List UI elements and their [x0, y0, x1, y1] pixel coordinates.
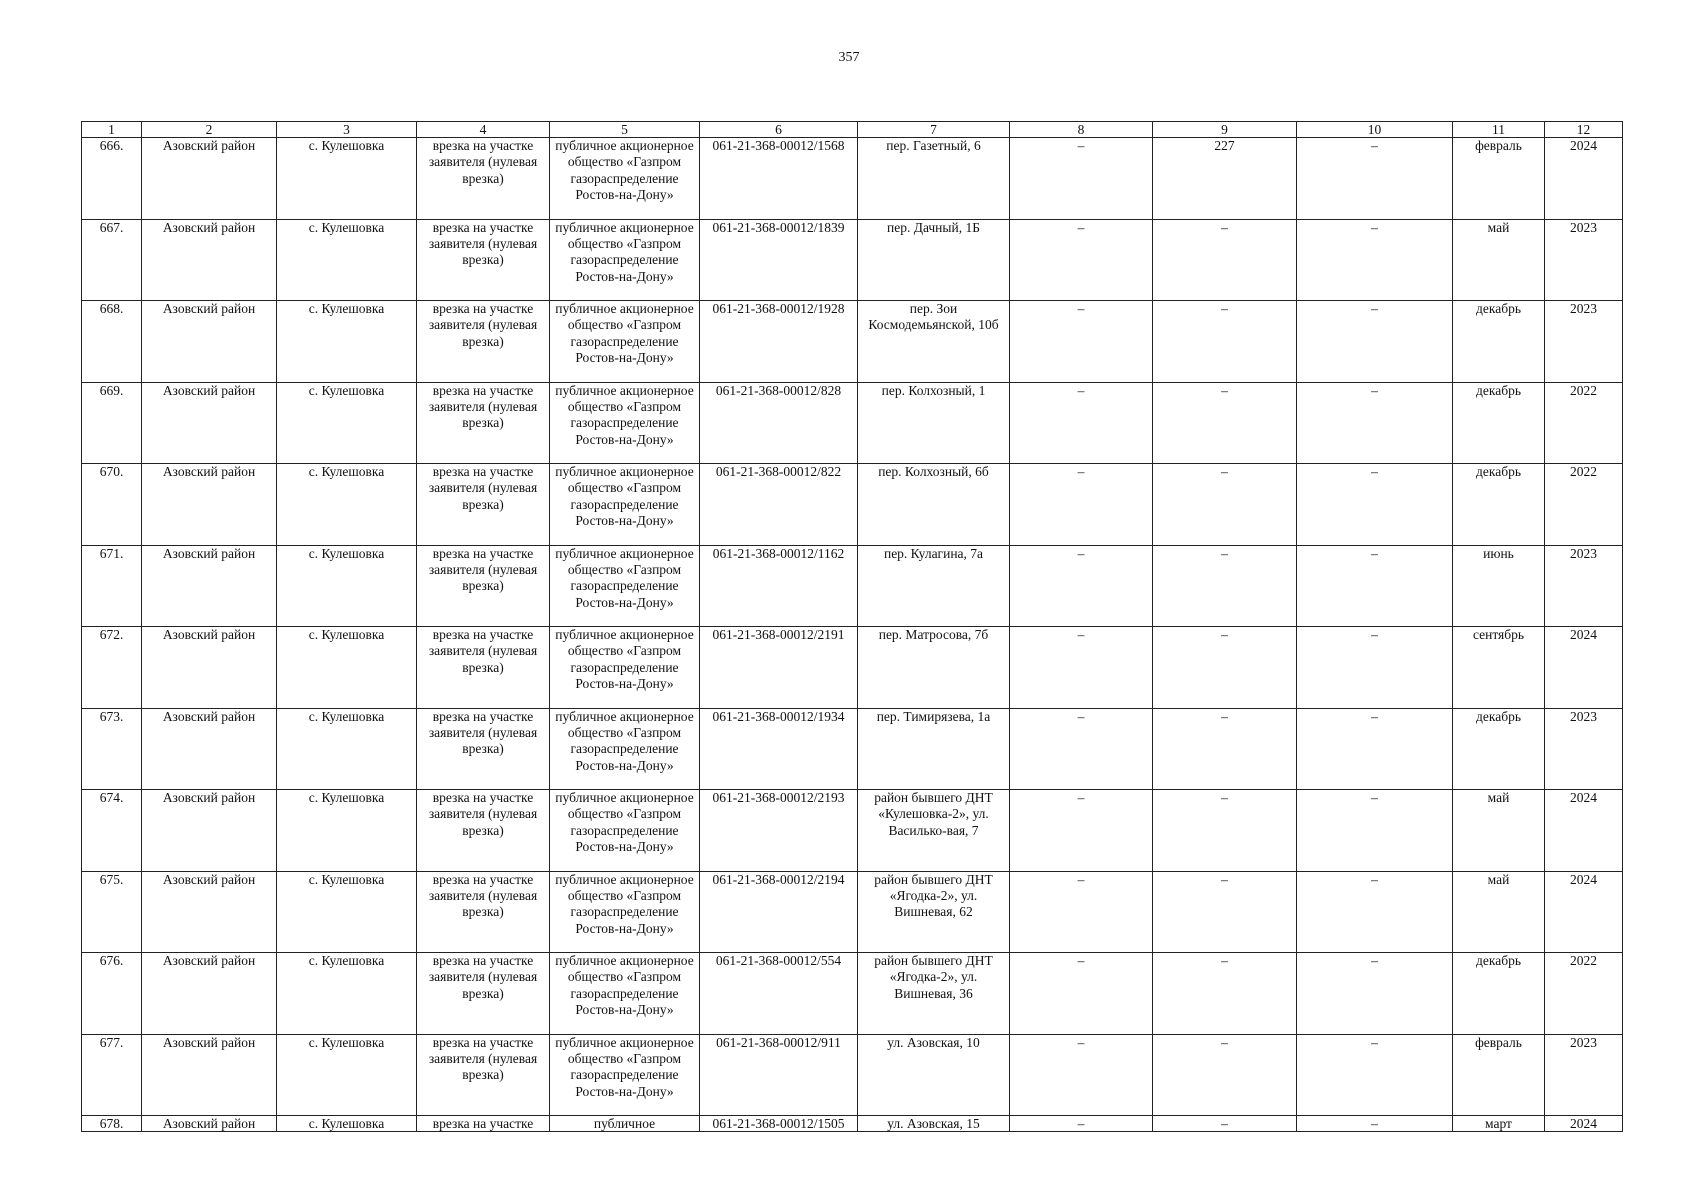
district-cell: Азовский район [142, 464, 277, 546]
column-8-cell: – [1010, 953, 1153, 1035]
registration-code-cell: 061-21-368-00012/1928 [700, 301, 858, 383]
registration-code-cell: 061-21-368-00012/1934 [700, 708, 858, 790]
address-cell: район бывшего ДНТ «Ягодка-2», ул. Вишневая, 62 [858, 871, 1010, 953]
settlement-cell: с. Кулешовка [277, 545, 417, 627]
settlement-cell: с. Кулешовка [277, 790, 417, 872]
organization-cell: публичное [550, 1116, 700, 1132]
work-type-cell: врезка на участке заявителя (нулевая врезка) [417, 301, 550, 383]
table-row [82, 382, 1623, 464]
year-cell: 2023 [1545, 301, 1623, 383]
row-number-cell: 668. [82, 301, 142, 383]
column-10-cell: – [1297, 1034, 1453, 1116]
column-9-cell: – [1153, 1034, 1297, 1116]
column-10-cell: – [1297, 708, 1453, 790]
table-row [82, 301, 1623, 383]
address-cell: пер. Колхозный, 6б [858, 464, 1010, 546]
settlement-cell: с. Кулешовка [277, 627, 417, 709]
year-cell: 2024 [1545, 871, 1623, 953]
registration-code-cell: 061-21-368-00012/2193 [700, 790, 858, 872]
year-cell: 2022 [1545, 464, 1623, 546]
organization-cell: публичное акционерное общество «Газпром газораспределение Ростов-на-Дону» [550, 790, 700, 872]
address-cell: пер. Кулагина, 7а [858, 545, 1010, 627]
column-header: 6 [700, 122, 858, 138]
column-8-cell: – [1010, 708, 1153, 790]
district-cell: Азовский район [142, 871, 277, 953]
address-cell: пер. Тимирязева, 1а [858, 708, 1010, 790]
work-type-cell: врезка на участке заявителя (нулевая врезка) [417, 382, 550, 464]
table-row [82, 871, 1623, 953]
work-type-cell: врезка на участке заявителя (нулевая врезка) [417, 953, 550, 1035]
district-cell: Азовский район [142, 953, 277, 1035]
month-cell: июнь [1453, 545, 1545, 627]
year-cell: 2023 [1545, 545, 1623, 627]
settlement-cell: с. Кулешовка [277, 708, 417, 790]
column-9-cell: – [1153, 953, 1297, 1035]
year-cell: 2022 [1545, 953, 1623, 1035]
month-cell: март [1453, 1116, 1545, 1132]
column-10-cell: – [1297, 953, 1453, 1035]
registration-code-cell: 061-21-368-00012/911 [700, 1034, 858, 1116]
month-cell: сентябрь [1453, 627, 1545, 709]
district-cell: Азовский район [142, 1116, 277, 1132]
work-type-cell: врезка на участке заявителя (нулевая врезка) [417, 790, 550, 872]
column-header: 1 [82, 122, 142, 138]
row-number-cell: 670. [82, 464, 142, 546]
registration-code-cell: 061-21-368-00012/1839 [700, 219, 858, 301]
organization-cell: публичное акционерное общество «Газпром газораспределение Ростов-на-Дону» [550, 464, 700, 546]
column-9-cell: – [1153, 708, 1297, 790]
year-cell: 2023 [1545, 708, 1623, 790]
registration-code-cell: 061-21-368-00012/2194 [700, 871, 858, 953]
header-row [82, 122, 1623, 138]
month-cell: май [1453, 871, 1545, 953]
organization-cell: публичное акционерное общество «Газпром газораспределение Ростов-на-Дону» [550, 138, 700, 220]
registration-code-cell: 061-21-368-00012/1505 [700, 1116, 858, 1132]
column-9-cell: – [1153, 382, 1297, 464]
address-cell: пер. Газетный, 6 [858, 138, 1010, 220]
organization-cell: публичное акционерное общество «Газпром газораспределение Ростов-на-Дону» [550, 545, 700, 627]
year-cell: 2024 [1545, 627, 1623, 709]
organization-cell: публичное акционерное общество «Газпром газораспределение Ростов-на-Дону» [550, 301, 700, 383]
table-row [82, 953, 1623, 1035]
month-cell: май [1453, 790, 1545, 872]
column-8-cell: – [1010, 138, 1153, 220]
table-row [82, 545, 1623, 627]
month-cell: февраль [1453, 138, 1545, 220]
column-10-cell: – [1297, 464, 1453, 546]
address-cell: пер. Колхозный, 1 [858, 382, 1010, 464]
settlement-cell: с. Кулешовка [277, 953, 417, 1035]
column-10-cell: – [1297, 382, 1453, 464]
row-number-cell: 675. [82, 871, 142, 953]
column-9-cell: – [1153, 1116, 1297, 1132]
year-cell: 2024 [1545, 1116, 1623, 1132]
registration-code-cell: 061-21-368-00012/1568 [700, 138, 858, 220]
column-8-cell: – [1010, 301, 1153, 383]
table-row [82, 790, 1623, 872]
table-row [82, 219, 1623, 301]
settlement-cell: с. Кулешовка [277, 871, 417, 953]
table-row [82, 1034, 1623, 1116]
column-10-cell: – [1297, 871, 1453, 953]
work-type-cell: врезка на участке заявителя (нулевая врезка) [417, 138, 550, 220]
column-header: 3 [277, 122, 417, 138]
table-row [82, 464, 1623, 546]
month-cell: декабрь [1453, 708, 1545, 790]
column-8-cell: – [1010, 1034, 1153, 1116]
column-10-cell: – [1297, 301, 1453, 383]
organization-cell: публичное акционерное общество «Газпром газораспределение Ростов-на-Дону» [550, 627, 700, 709]
column-8-cell: – [1010, 464, 1153, 546]
column-header: 7 [858, 122, 1010, 138]
settlement-cell: с. Кулешовка [277, 138, 417, 220]
row-number-cell: 669. [82, 382, 142, 464]
column-10-cell: – [1297, 627, 1453, 709]
column-8-cell: – [1010, 790, 1153, 872]
table-row [82, 1116, 1623, 1132]
column-9-cell: – [1153, 301, 1297, 383]
column-10-cell: – [1297, 219, 1453, 301]
table-row [82, 138, 1623, 220]
address-cell: ул. Азовская, 15 [858, 1116, 1010, 1132]
district-cell: Азовский район [142, 1034, 277, 1116]
column-header: 11 [1453, 122, 1545, 138]
address-cell: ул. Азовская, 10 [858, 1034, 1010, 1116]
column-9-cell: – [1153, 219, 1297, 301]
column-10-cell: – [1297, 138, 1453, 220]
row-number-cell: 673. [82, 708, 142, 790]
settlement-cell: с. Кулешовка [277, 464, 417, 546]
year-cell: 2023 [1545, 219, 1623, 301]
column-9-cell: 227 [1153, 138, 1297, 220]
column-10-cell: – [1297, 545, 1453, 627]
settlement-cell: с. Кулешовка [277, 382, 417, 464]
registration-code-cell: 061-21-368-00012/1162 [700, 545, 858, 627]
work-type-cell: врезка на участке заявителя (нулевая врезка) [417, 219, 550, 301]
work-type-cell: врезка на участке заявителя (нулевая врезка) [417, 464, 550, 546]
row-number-cell: 672. [82, 627, 142, 709]
district-cell: Азовский район [142, 545, 277, 627]
month-cell: май [1453, 219, 1545, 301]
organization-cell: публичное акционерное общество «Газпром газораспределение Ростов-на-Дону» [550, 382, 700, 464]
organization-cell: публичное акционерное общество «Газпром газораспределение Ростов-на-Дону» [550, 1034, 700, 1116]
district-cell: Азовский район [142, 301, 277, 383]
work-type-cell: врезка на участке заявителя (нулевая врезка) [417, 708, 550, 790]
work-type-cell: врезка на участке заявителя (нулевая врезка) [417, 871, 550, 953]
district-cell: Азовский район [142, 627, 277, 709]
organization-cell: публичное акционерное общество «Газпром газораспределение Ростов-на-Дону» [550, 219, 700, 301]
registration-code-cell: 061-21-368-00012/554 [700, 953, 858, 1035]
row-number-cell: 667. [82, 219, 142, 301]
settlement-cell: с. Кулешовка [277, 219, 417, 301]
column-header: 5 [550, 122, 700, 138]
column-8-cell: – [1010, 382, 1153, 464]
month-cell: декабрь [1453, 953, 1545, 1035]
page-number: 357 [838, 50, 860, 65]
district-cell: Азовский район [142, 790, 277, 872]
year-cell: 2024 [1545, 790, 1623, 872]
work-type-cell: врезка на участке заявителя (нулевая врезка) [417, 1034, 550, 1116]
year-cell: 2023 [1545, 1034, 1623, 1116]
row-number-cell: 676. [82, 953, 142, 1035]
organization-cell: публичное акционерное общество «Газпром газораспределение Ростов-на-Дону» [550, 953, 700, 1035]
organization-cell: публичное акционерное общество «Газпром газораспределение Ростов-на-Дону» [550, 708, 700, 790]
column-10-cell: – [1297, 790, 1453, 872]
column-10-cell: – [1297, 1116, 1453, 1132]
address-cell: район бывшего ДНТ «Кулешовка-2», ул. Василько-вая, 7 [858, 790, 1010, 872]
column-8-cell: – [1010, 1116, 1153, 1132]
organization-cell: публичное акционерное общество «Газпром газораспределение Ростов-на-Дону» [550, 871, 700, 953]
column-header: 2 [142, 122, 277, 138]
address-cell: пер. Дачный, 1Б [858, 219, 1010, 301]
column-9-cell: – [1153, 464, 1297, 546]
work-type-cell: врезка на участке заявителя (нулевая врезка) [417, 627, 550, 709]
column-8-cell: – [1010, 545, 1153, 627]
column-9-cell: – [1153, 790, 1297, 872]
column-8-cell: – [1010, 627, 1153, 709]
month-cell: февраль [1453, 1034, 1545, 1116]
column-9-cell: – [1153, 545, 1297, 627]
column-header: 12 [1545, 122, 1623, 138]
year-cell: 2024 [1545, 138, 1623, 220]
row-number-cell: 671. [82, 545, 142, 627]
district-cell: Азовский район [142, 138, 277, 220]
table-row [82, 708, 1623, 790]
data-table [81, 121, 1623, 1132]
address-cell: пер. Зои Космодемьянской, 10б [858, 301, 1010, 383]
row-number-cell: 666. [82, 138, 142, 220]
settlement-cell: с. Кулешовка [277, 301, 417, 383]
row-number-cell: 678. [82, 1116, 142, 1132]
registration-code-cell: 061-21-368-00012/828 [700, 382, 858, 464]
row-number-cell: 677. [82, 1034, 142, 1116]
month-cell: декабрь [1453, 382, 1545, 464]
work-type-cell: врезка на участке заявителя (нулевая врезка) [417, 545, 550, 627]
column-header: 9 [1153, 122, 1297, 138]
column-8-cell: – [1010, 871, 1153, 953]
column-8-cell: – [1010, 219, 1153, 301]
registration-code-cell: 061-21-368-00012/822 [700, 464, 858, 546]
address-cell: район бывшего ДНТ «Ягодка-2», ул. Вишневая, 36 [858, 953, 1010, 1035]
column-9-cell: – [1153, 871, 1297, 953]
column-header: 4 [417, 122, 550, 138]
address-cell: пер. Матросова, 7б [858, 627, 1010, 709]
district-cell: Азовский район [142, 708, 277, 790]
settlement-cell: с. Кулешовка [277, 1116, 417, 1132]
district-cell: Азовский район [142, 219, 277, 301]
row-number-cell: 674. [82, 790, 142, 872]
table-row [82, 627, 1623, 709]
column-9-cell: – [1153, 627, 1297, 709]
district-cell: Азовский район [142, 382, 277, 464]
month-cell: декабрь [1453, 464, 1545, 546]
year-cell: 2022 [1545, 382, 1623, 464]
column-header: 10 [1297, 122, 1453, 138]
month-cell: декабрь [1453, 301, 1545, 383]
work-type-cell: врезка на участке [417, 1116, 550, 1132]
registration-code-cell: 061-21-368-00012/2191 [700, 627, 858, 709]
column-header: 8 [1010, 122, 1153, 138]
settlement-cell: с. Кулешовка [277, 1034, 417, 1116]
